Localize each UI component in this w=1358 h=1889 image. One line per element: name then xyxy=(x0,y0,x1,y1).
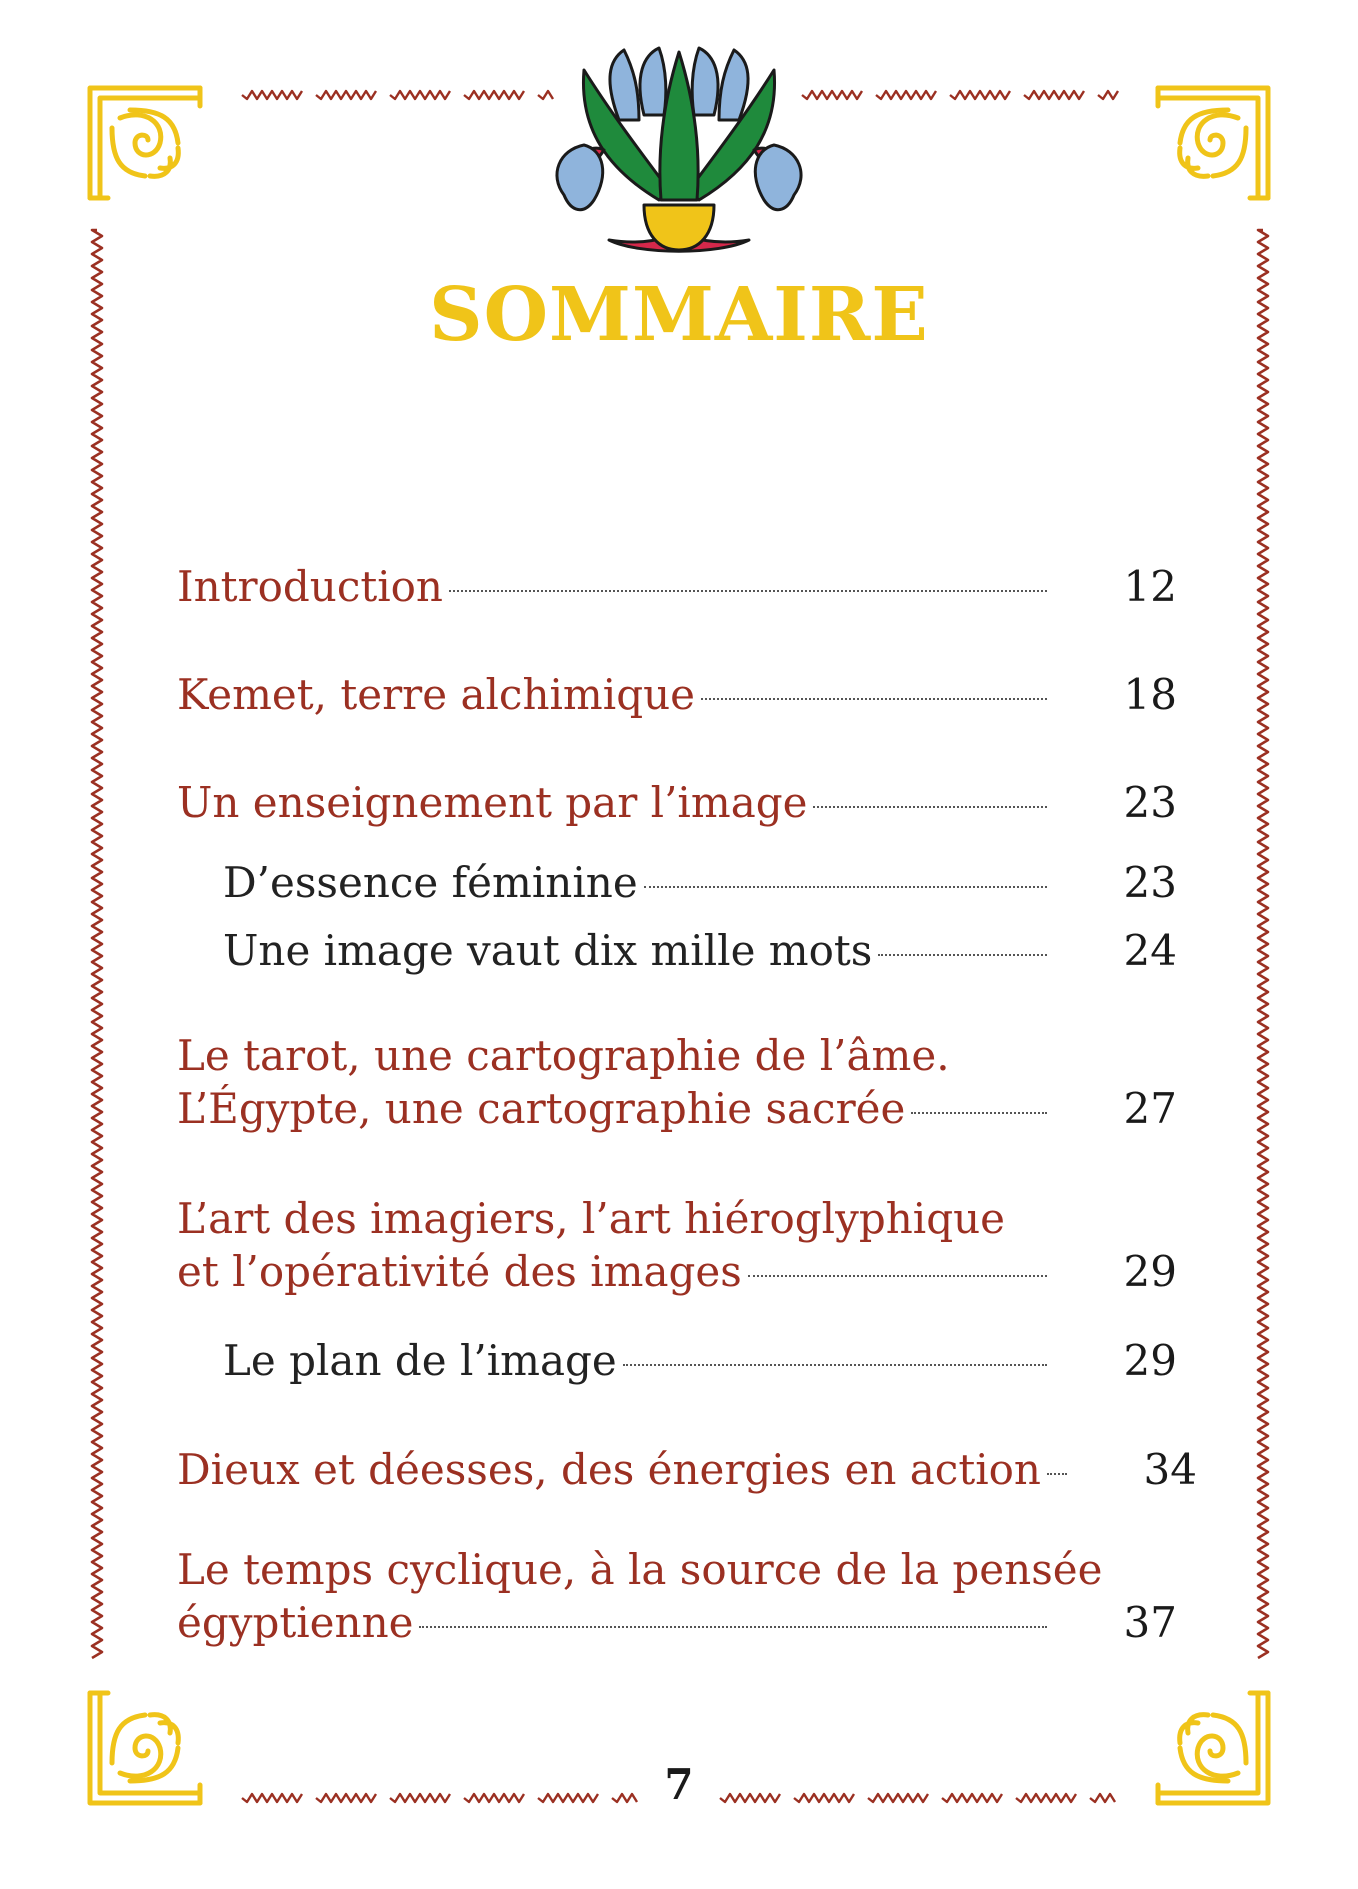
dot-leader xyxy=(644,886,1047,888)
toc-entry[interactable] xyxy=(177,668,1177,721)
top-left-wave-border xyxy=(242,91,553,99)
dot-leader xyxy=(911,1112,1047,1114)
corner-ornament-icon xyxy=(90,88,200,198)
toc-entry-title: Un enseignement par l’image xyxy=(177,778,808,827)
dot-leader xyxy=(623,1364,1047,1366)
toc-entry-title: et l’opérativité des images xyxy=(177,1247,742,1296)
page-title: SOMMAIRE xyxy=(429,272,929,358)
toc-entry[interactable] xyxy=(177,1192,1177,1298)
toc-page-number: 29 xyxy=(1123,1336,1177,1385)
top-right-wave-border xyxy=(802,91,1118,99)
toc-subentry[interactable] xyxy=(223,1334,1177,1387)
dot-leader xyxy=(449,590,1047,592)
toc-entry[interactable] xyxy=(177,1443,1197,1496)
right-zigzag-border xyxy=(1258,230,1268,1658)
toc-page-number: 27 xyxy=(1123,1084,1177,1133)
left-zigzag-border xyxy=(92,230,102,1658)
corner-ornament-icon xyxy=(1158,88,1268,198)
dot-leader xyxy=(701,698,1047,700)
dot-leader xyxy=(748,1275,1047,1277)
toc-page-number: 37 xyxy=(1123,1598,1177,1647)
toc-entry-title: Une image vaut dix mille mots xyxy=(223,926,873,975)
toc-entry-title: D’essence féminine xyxy=(223,858,638,907)
lotus-ornament-icon xyxy=(557,48,801,251)
toc-entry-title: Dieux et déesses, des énergies en action xyxy=(177,1445,1041,1494)
toc-page-number: 29 xyxy=(1123,1247,1177,1296)
toc-entry-title-line: L’art des imagiers, l’art hiéroglyphique xyxy=(177,1194,1006,1243)
dot-leader xyxy=(813,806,1047,808)
toc-subentry[interactable] xyxy=(223,856,1177,909)
toc-page-number: 24 xyxy=(1123,926,1177,975)
toc-entry[interactable] xyxy=(177,1029,1177,1135)
toc-entry[interactable] xyxy=(177,1543,1177,1649)
dot-leader xyxy=(419,1626,1047,1628)
toc-entry-title-line: Le temps cyclique, à la source de la pensée xyxy=(177,1545,1103,1594)
toc-entry-title: Introduction xyxy=(177,562,443,611)
toc-entry[interactable] xyxy=(177,560,1177,613)
toc-entry-title: Le plan de l’image xyxy=(223,1336,617,1385)
toc-entry[interactable] xyxy=(177,776,1177,829)
toc-entry-title: égyptienne xyxy=(177,1598,414,1647)
dot-leader xyxy=(878,954,1047,956)
toc-entry-title: Kemet, terre alchimique xyxy=(177,670,695,719)
dot-leader xyxy=(1047,1473,1067,1475)
toc-subentry[interactable] xyxy=(223,924,1177,977)
toc-page-number: 12 xyxy=(1123,562,1177,611)
toc-entry-title: L’Égypte, une cartographie sacrée xyxy=(177,1084,906,1133)
toc-page-number: 23 xyxy=(1123,778,1177,827)
toc-entry-title-line: Le tarot, une cartographie de l’âme. xyxy=(177,1031,950,1080)
toc-page-number: 34 xyxy=(1143,1445,1197,1494)
toc-page-number: 18 xyxy=(1123,670,1177,719)
page-number: 7 xyxy=(664,1760,694,1809)
toc-page-number: 23 xyxy=(1123,858,1177,907)
